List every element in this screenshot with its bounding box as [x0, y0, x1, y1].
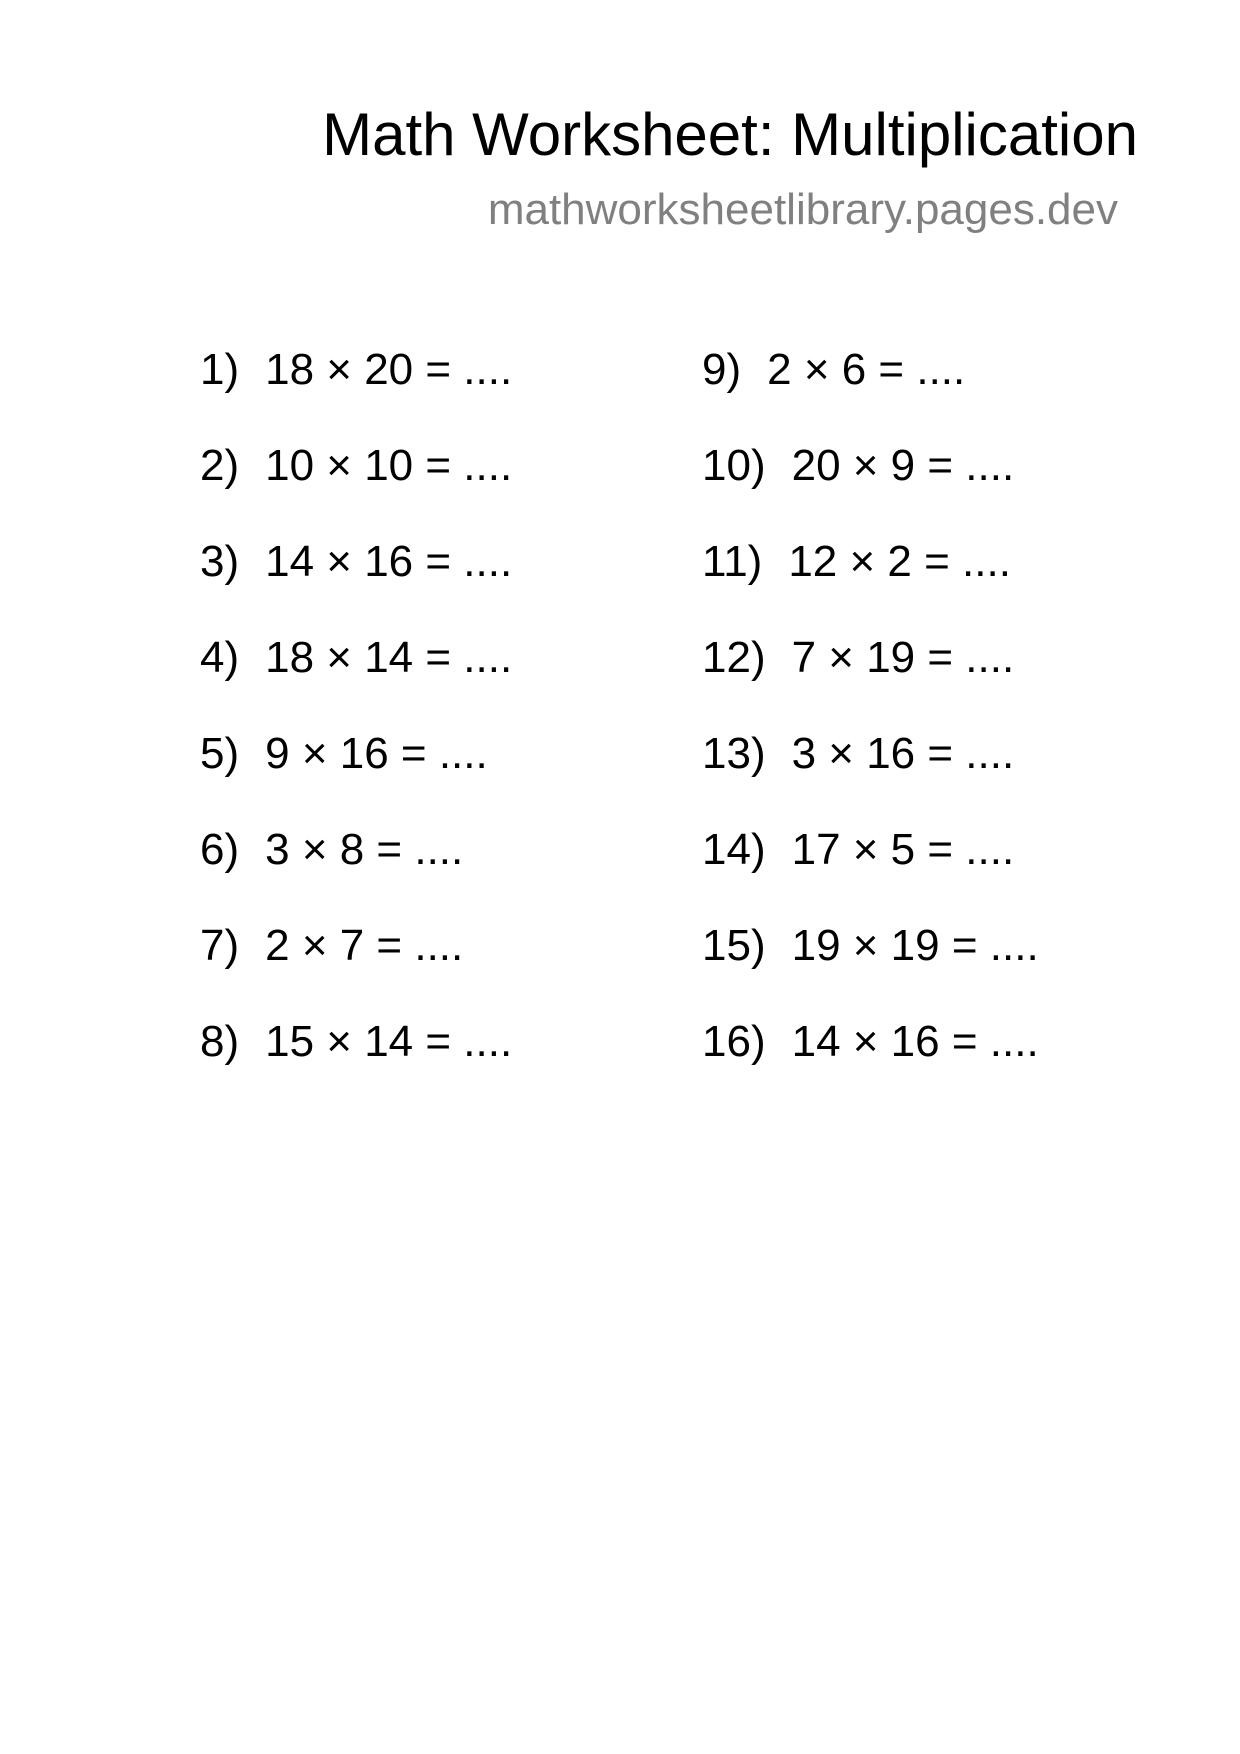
problem-item [702, 825, 1039, 921]
problems-column-right [702, 345, 1039, 1113]
problem-number: 12) [702, 633, 766, 682]
problem-expression: 18 × 14 = .... [265, 633, 513, 682]
source-url: mathworksheetlibrary.pages.dev [487, 185, 1118, 234]
problem-expression: 2 × 7 = .... [265, 921, 464, 970]
problem-item [200, 729, 512, 825]
problem-number: 5) [200, 729, 240, 778]
problem-expression: 14 × 16 = .... [791, 1017, 1039, 1066]
problems-column-left [200, 345, 512, 1113]
problem-number: 15) [702, 921, 766, 970]
problem-expression: 15 × 14 = .... [265, 1017, 513, 1066]
problem-item [702, 345, 1039, 441]
problem-number: 10) [702, 441, 766, 490]
problem-expression: 3 × 16 = .... [791, 729, 1015, 778]
problem-item [702, 1017, 1039, 1113]
problem-expression: 7 × 19 = .... [791, 633, 1015, 682]
problem-expression: 20 × 9 = .... [791, 441, 1015, 490]
problem-item [200, 921, 512, 1017]
problem-number: 4) [200, 633, 240, 682]
problem-item [200, 345, 512, 441]
problem-expression: 2 × 6 = .... [767, 345, 966, 394]
problem-expression: 3 × 8 = .... [265, 825, 464, 874]
problem-item [200, 633, 512, 729]
problem-number: 6) [200, 825, 240, 874]
problem-number: 13) [702, 729, 766, 778]
problem-expression: 19 × 19 = .... [791, 921, 1039, 970]
problem-item [200, 825, 512, 921]
problem-number: 8) [200, 1017, 240, 1066]
problem-number: 16) [702, 1017, 766, 1066]
problem-expression: 18 × 20 = .... [265, 345, 513, 394]
problem-expression: 17 × 5 = .... [791, 825, 1015, 874]
problem-number: 1) [200, 345, 240, 394]
problem-expression: 9 × 16 = .... [265, 729, 488, 778]
problem-item [702, 921, 1039, 1017]
worksheet-title: Math Worksheet: Multiplication [322, 101, 1138, 168]
problem-number: 11) [702, 537, 763, 586]
problem-expression: 12 × 2 = .... [788, 537, 1011, 586]
problem-number: 9) [702, 345, 742, 394]
problem-expression: 10 × 10 = .... [265, 441, 513, 490]
problem-item [702, 633, 1039, 729]
problem-number: 14) [702, 825, 766, 874]
problem-item [702, 441, 1039, 537]
problem-expression: 14 × 16 = .... [265, 537, 513, 586]
problem-item [702, 537, 1039, 633]
problem-item [200, 537, 512, 633]
problem-item [200, 1017, 512, 1113]
problem-item [200, 441, 512, 537]
problem-number: 3) [200, 537, 240, 586]
problem-item [702, 729, 1039, 825]
problem-number: 7) [200, 921, 240, 970]
problem-number: 2) [200, 441, 240, 490]
